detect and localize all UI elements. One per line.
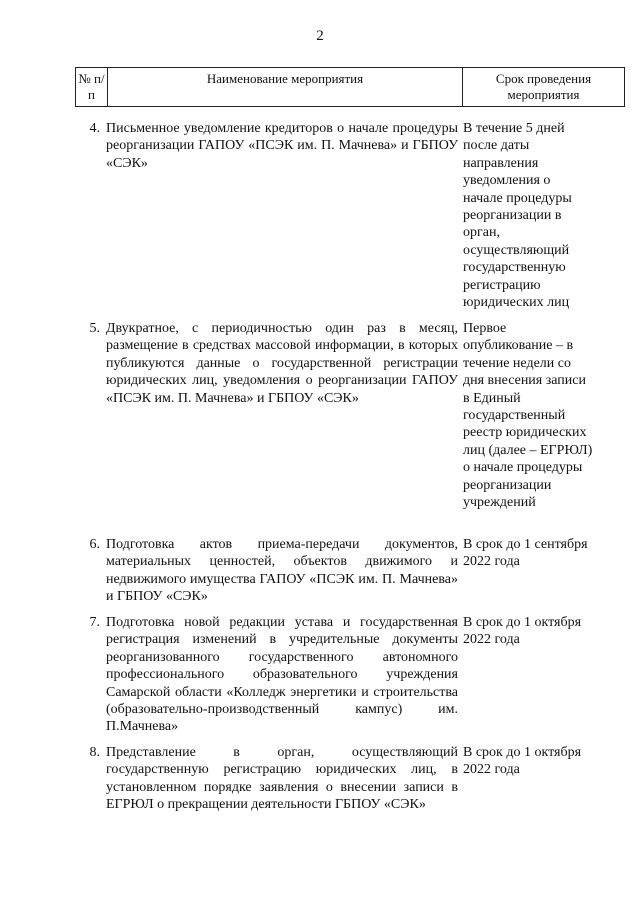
row-name: Письменное уведомление кредиторов о начале процедуры реорганизации ГАПОУ «ПСЭК им. П. Мачнева» и ГБПОУ «СЭК» bbox=[106, 121, 458, 171]
row-number: 6. bbox=[89, 537, 100, 552]
row-term: В срок до 1 сентября 2022 года bbox=[463, 537, 588, 570]
row-term: Первое опубликование – в течение недели со дня внесения записи в Единый государственный реестр юридических лиц (далее – ЕГРЮЛ) о начале процедуры реорганизации учреждений bbox=[463, 321, 593, 511]
row-number: 5. bbox=[89, 321, 100, 336]
header-name-cell: Наименование мероприятия bbox=[108, 68, 463, 107]
row-term: В срок до 1 октября 2022 года bbox=[463, 745, 582, 778]
page-number: 2 bbox=[316, 28, 324, 44]
row-name: Представление в орган, осуществляющий государственную регистрацию юридических лиц, в установленном порядке заявления о внесении записи в ЕГРЮЛ о прекращении деятельности ГБПОУ «СЭК» bbox=[106, 745, 458, 813]
header-term-cell: Срок проведения мероприятия bbox=[463, 68, 625, 107]
row-number: 8. bbox=[89, 745, 100, 760]
row-number: 7. bbox=[89, 615, 100, 630]
row-term: В срок до 1 октября 2022 года bbox=[463, 615, 582, 648]
row-name: Подготовка новой редакции устава и государственная регистрация изменений в учредительные документы реорганизованного государственного автономного профессионального образовательного учреждения Самарской области «Колледж энергетики и строительства (образовательно-производственный кампус) им. П.Мачнева» bbox=[106, 615, 458, 735]
header-number-cell: № п/п bbox=[76, 68, 108, 107]
row-name: Двукратное, с периодичностью один раз в месяц, размещение в средствах массовой информации, в которых публикуются данные о государственной регистрации юридических лиц, уведомления о реорганизации ГАПОУ «ПСЭК им. П. Мачнева» и ГБПОУ «СЭК» bbox=[106, 321, 458, 406]
row-number: 4. bbox=[89, 121, 100, 136]
table-header bbox=[75, 67, 625, 107]
row-term: В течение 5 дней после даты направления уведомления о начале процедуры реорганизации в орган, осуществляющий государственную регистрацию юридических лиц bbox=[463, 121, 572, 311]
row-name: Подготовка актов приема-передачи документов, материальных ценностей, объектов движимого и недвижимого имущества ГАПОУ «ПСЭК им. П. Мачнева» и ГБПОУ «СЭК» bbox=[106, 537, 458, 605]
